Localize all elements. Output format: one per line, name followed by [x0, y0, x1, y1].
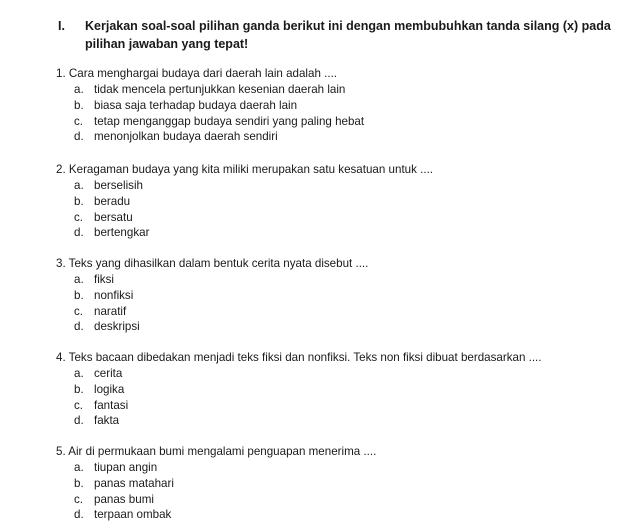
- option-letter: b.: [74, 382, 84, 396]
- option-text: panas matahari: [94, 476, 174, 490]
- option-b: [56, 194, 626, 210]
- option-d: [56, 129, 626, 145]
- option-letter: c.: [74, 492, 84, 506]
- option-letter: d.: [74, 508, 84, 522]
- option-d: [56, 225, 626, 241]
- question-stem: 2. Keragaman budaya yang kita miliki merupakan satu kesatuan untuk ....: [56, 163, 434, 176]
- question-stem: 3. Teks yang dihasilkan dalam bentuk cerita nyata disebut ....: [56, 257, 369, 270]
- option-text: tetap menganggap budaya sendiri yang paling hebat: [94, 114, 365, 128]
- question-stem: 4. Teks bacaan dibedakan menjadi teks fiksi dan nonfiksi. Teks non fiksi dibuat berdasarkan ....: [56, 351, 542, 364]
- option-d: [56, 413, 626, 429]
- option-a: [56, 366, 626, 382]
- option-b: [56, 98, 626, 114]
- section-header: [58, 17, 618, 53]
- option-c: [56, 210, 626, 226]
- option-letter: d.: [74, 226, 84, 240]
- option-a: [56, 82, 626, 98]
- option-text: fantasi: [94, 398, 129, 412]
- option-letter: d.: [74, 414, 84, 428]
- option-text: panas bumi: [94, 492, 154, 506]
- option-letter: b.: [74, 476, 84, 490]
- option-text: bertengkar: [94, 226, 150, 240]
- question-3: [56, 256, 626, 335]
- option-letter: d.: [74, 130, 84, 144]
- option-text: terpaan ombak: [94, 508, 172, 522]
- option-text: deskripsi: [94, 320, 140, 334]
- option-a: [56, 272, 626, 288]
- option-text: logika: [94, 382, 125, 396]
- option-letter: d.: [74, 320, 84, 334]
- option-letter: c.: [74, 210, 84, 224]
- option-text: biasa saja terhadap budaya daerah lain: [94, 98, 298, 112]
- question-stem: 5. Air di permukaan bumi mengalami penguapan menerima ....: [56, 445, 377, 458]
- option-letter: a.: [74, 461, 84, 474]
- option-d: [56, 319, 626, 335]
- option-a: [56, 178, 626, 194]
- option-text: fakta: [94, 414, 120, 428]
- option-c: [56, 492, 626, 508]
- option-a: [56, 460, 626, 476]
- question-2: [56, 162, 626, 241]
- option-text: berselisih: [94, 179, 143, 192]
- option-letter: b.: [74, 194, 84, 208]
- option-letter: c.: [74, 398, 84, 412]
- option-b: [56, 382, 626, 398]
- option-letter: b.: [74, 98, 84, 112]
- question-4: [56, 350, 626, 429]
- option-c: [56, 114, 626, 130]
- option-text: tiupan angin: [94, 461, 158, 474]
- section-number: I.: [58, 19, 65, 33]
- option-c: [56, 304, 626, 320]
- option-text: fiksi: [94, 273, 114, 286]
- option-letter: b.: [74, 288, 84, 302]
- option-d: [56, 507, 626, 523]
- option-text: beradu: [94, 194, 131, 208]
- question-stem: 1. Cara menghargai budaya dari daerah lain adalah ....: [56, 67, 338, 80]
- option-text: cerita: [94, 367, 123, 380]
- option-c: [56, 398, 626, 414]
- section-instruction: Kerjakan soal-soal pilihan ganda berikut ini dengan membubuhkan tanda silang (x) pada pilihan jawaban yang tepat!: [85, 19, 611, 51]
- option-letter: c.: [74, 304, 84, 318]
- option-text: nonfiksi: [94, 288, 134, 302]
- option-letter: a.: [74, 273, 84, 286]
- question-5: [56, 444, 626, 523]
- option-text: tidak mencela pertunjukkan kesenian daerah lain: [94, 83, 346, 96]
- option-b: [56, 476, 626, 492]
- option-b: [56, 288, 626, 304]
- option-text: bersatu: [94, 210, 133, 224]
- option-letter: a.: [74, 367, 84, 380]
- option-letter: c.: [74, 114, 84, 128]
- option-letter: a.: [74, 83, 84, 96]
- option-letter: a.: [74, 179, 84, 192]
- option-text: menonjolkan budaya daerah sendiri: [94, 130, 278, 144]
- question-1: [56, 66, 626, 145]
- option-text: naratif: [94, 304, 127, 318]
